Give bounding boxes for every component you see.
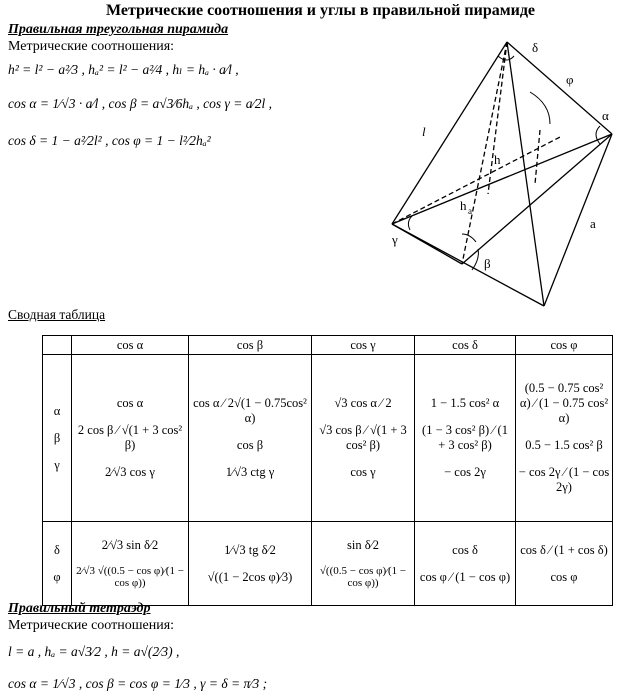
edge-base-back (392, 134, 612, 224)
row-labels-group-1 (43, 355, 72, 522)
tetrahedron-heading: Правильный тетраэдр (8, 601, 151, 616)
cell-alpha-cos-delta: 1 − 1.5 cos² α (430, 396, 500, 410)
height-line (488, 42, 507, 194)
cell-phi-cos-phi: cos φ (550, 569, 578, 584)
table-cell (189, 355, 312, 522)
back-dashed (392, 136, 562, 224)
cell-alpha-cos-gamma: √3 cos α ⁄ 2 (334, 396, 392, 410)
table-cell (415, 522, 516, 606)
cell-gamma-cos-delta: − cos 2γ (444, 465, 486, 479)
triangular-subheading: Метрические соотношения: (8, 39, 175, 54)
cell-gamma-cos-gamma: cos γ (350, 465, 376, 479)
cell-beta-cos-beta: cos β (236, 438, 264, 452)
cell-beta-cos-alpha: 2 cos β ⁄ √(1 + 3 cos² β) (77, 423, 183, 452)
table-header-row (43, 336, 613, 355)
cell-beta-cos-phi: 0.5 − 1.5 cos² β (525, 438, 603, 452)
cell-alpha-cos-phi: (0.5 − 0.75 cos² α) ⁄ (1 − 0.75 cos² α) (519, 381, 609, 425)
tetrahedron-formula-2: cos α = 1⁄√3 , cos β = cos φ = 1⁄3 , γ = δ = π⁄3 ; (8, 676, 268, 691)
label-ha: h (460, 198, 467, 213)
cell-phi-cos-delta: cos φ ⁄ (1 − cos φ) (419, 569, 511, 584)
label-gamma: γ (392, 232, 398, 247)
edge-apex-right (507, 42, 612, 134)
cell-alpha-cos-alpha: cos α (116, 396, 144, 410)
row-labels-group-2 (43, 522, 72, 606)
label-l: l (422, 124, 426, 139)
table-cell (312, 522, 415, 606)
table-cell (312, 355, 415, 522)
cell-beta-cos-delta: (1 − 3 cos² β) ⁄ (1 + 3 cos² β) (422, 423, 508, 452)
tetrahedron-subheading: Метрические соотношения: (8, 618, 175, 633)
table-row-group-2 (43, 522, 613, 606)
table-col-header: cos γ (312, 336, 415, 355)
table-col-header: cos α (72, 336, 189, 355)
label-phi: φ (566, 72, 574, 87)
summary-heading: Сводная таблица (8, 307, 106, 322)
phi-arc (530, 92, 550, 124)
cell-delta-cos-gamma: sin δ⁄2 (347, 538, 379, 552)
cell-delta-cos-phi: cos δ ⁄ (1 + cos δ) (520, 542, 608, 557)
label-alpha: α (602, 108, 609, 123)
ha-arc (462, 234, 476, 242)
cell-phi-cos-beta: √((1 − 2cos φ)⁄3) (207, 569, 293, 584)
cell-gamma-cos-beta: 1⁄√3 ctg γ (225, 465, 275, 479)
row-label-delta: δ (54, 542, 60, 557)
cell-delta-cos-delta: cos δ (452, 542, 478, 557)
table-cell (516, 355, 613, 522)
label-beta: β (484, 256, 491, 271)
cell-alpha-cos-beta: cos α ⁄ 2√(1 − 0.75cos² α) (193, 396, 307, 425)
label-delta: δ (532, 40, 539, 55)
cell-delta-cos-beta: 1⁄√3 tg δ⁄2 (224, 542, 276, 557)
label-a: a (590, 216, 596, 231)
cell-gamma-cos-phi: − cos 2γ ⁄ (1 − cos 2γ) (518, 465, 610, 494)
cell-gamma-cos-alpha: 2⁄√3 cos γ (105, 465, 155, 479)
table-cell (72, 355, 189, 522)
page-title: Метрические соотношения и углы в правильной пирамиде (105, 2, 536, 19)
ha-line-left (392, 224, 462, 264)
label-ha-sub: a (468, 206, 472, 216)
row-label-phi: φ (53, 569, 61, 584)
cell-delta-cos-alpha: 2⁄√3 sin δ⁄2 (101, 538, 159, 552)
tetrahedron-formula-1: l = a , hₐ = a√3⁄2 , h = a√(2⁄3) , (8, 644, 180, 659)
gamma-arc (408, 216, 412, 230)
table-cell (189, 522, 312, 606)
triangular-heading: Правильная треугольная пирамида (8, 22, 229, 37)
table-cell (516, 522, 613, 606)
row-label-alpha: α (53, 403, 61, 418)
summary-table (42, 335, 613, 606)
row-label-beta: β (53, 430, 61, 445)
table-col-header: cos δ (415, 336, 516, 355)
table-row-group-1 (43, 355, 613, 522)
edge-apex-left (392, 42, 507, 224)
triangular-formula-3: cos δ = 1 − a²⁄2l² , cos φ = 1 − l²⁄2hₐ² (8, 133, 211, 148)
cell-beta-cos-gamma: √3 cos β ⁄ √(1 + 3 cos² β) (319, 423, 407, 452)
edge-base-right-front (544, 134, 612, 306)
triangular-formula-1: h² = l² − a²⁄3 , hₐ² = l² − a²⁄4 , hₗ = hₐ · a⁄l , (8, 62, 239, 77)
table-col-header: cos β (189, 336, 312, 355)
pyramid-figure (380, 34, 635, 314)
table-cell (72, 522, 189, 606)
table-corner (43, 336, 72, 355)
phi-dashed (535, 130, 540, 184)
delta-arc (498, 56, 514, 60)
cell-phi-cos-gamma: √((0.5 − cos φ)⁄(1 − cos φ)) (319, 565, 407, 589)
row-label-gamma: γ (54, 457, 60, 472)
alpha-arc (596, 126, 600, 144)
table-cell (415, 355, 516, 522)
cell-phi-cos-alpha: 2⁄√3 √((0.5 − cos φ)⁄(1 − cos φ)) (76, 565, 184, 589)
triangular-formula-2: cos α = 1⁄√3 · a⁄l , cos β = a√3⁄6hₐ , cos γ = a⁄2l , (8, 96, 272, 111)
table-col-header: cos φ (516, 336, 613, 355)
label-h: h (494, 152, 501, 167)
